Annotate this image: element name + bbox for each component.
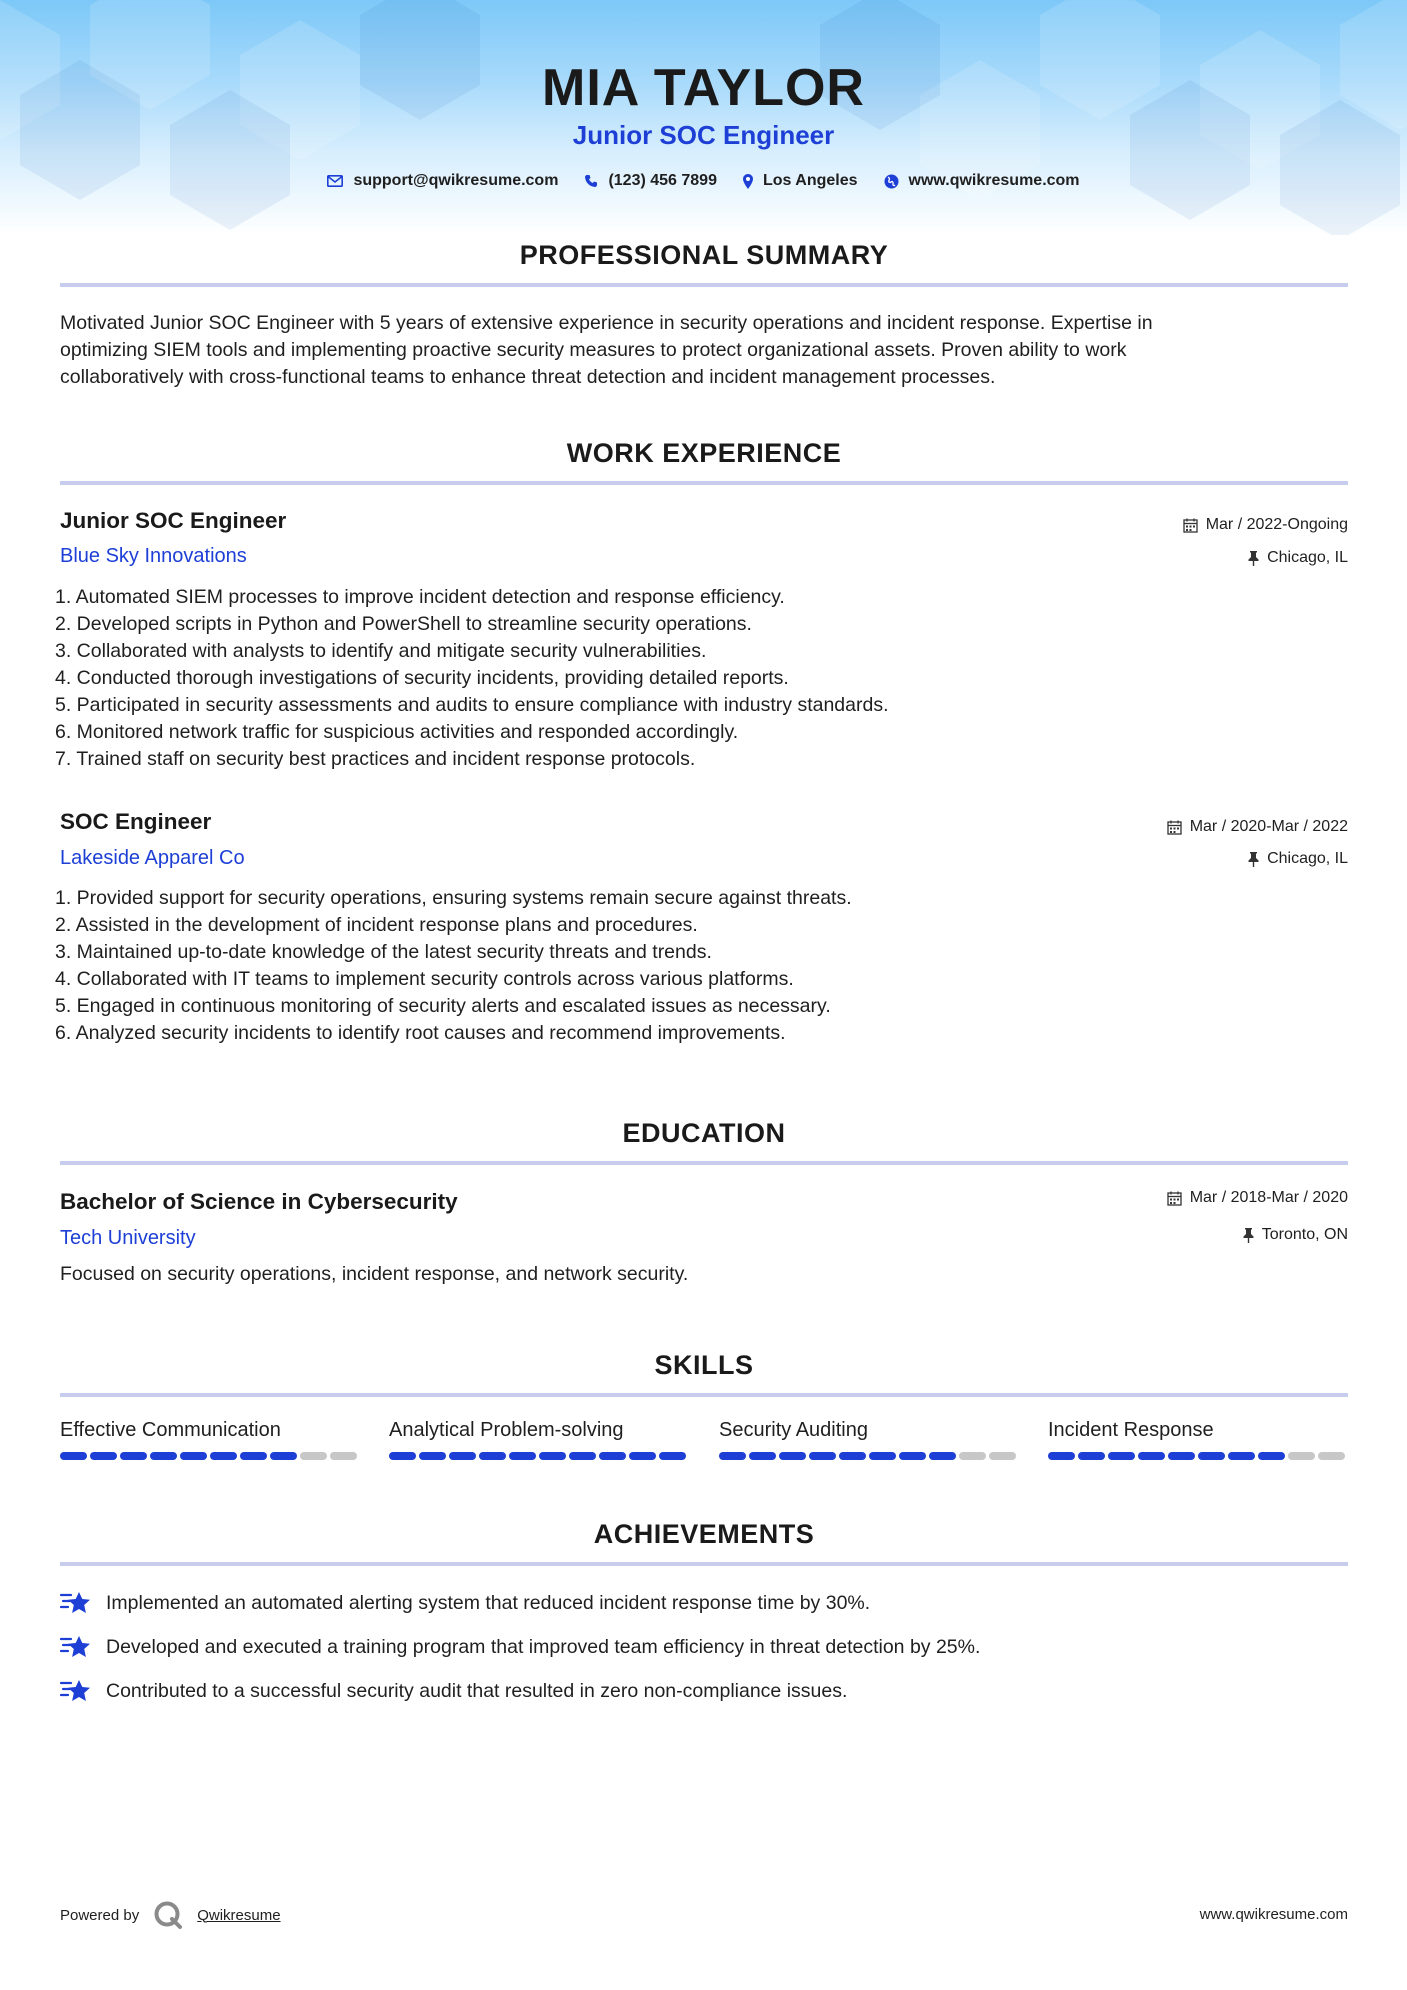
pushpin-icon — [1248, 551, 1259, 566]
job-dates-text: Mar / 2020-Mar / 2022 — [1189, 818, 1348, 835]
contact-website-text: www.qwikresume.com — [908, 172, 1080, 189]
skill-segment-filled — [749, 1452, 776, 1460]
skill-name: Effective Communication — [60, 1419, 281, 1441]
qwikresume-logo-icon — [153, 1900, 183, 1930]
section-rule — [60, 1393, 1348, 1397]
contact-website[interactable] — [884, 172, 1080, 190]
skill-level-bar — [60, 1452, 357, 1460]
job-company: Blue Sky Innovations — [60, 545, 247, 567]
job-bullets — [55, 885, 1355, 1047]
job-title: Junior SOC Engineer — [60, 508, 287, 533]
footer-powered-by — [60, 1900, 281, 1930]
envelope-icon — [327, 175, 343, 187]
job-dates-text: Mar / 2022-Ongoing — [1205, 516, 1348, 533]
skill-segment-filled — [1198, 1452, 1225, 1460]
skill-segment-filled — [839, 1452, 866, 1460]
list-item: 4. Collaborated with IT teams to implement security controls across various platforms. — [55, 968, 794, 990]
skill-name: Analytical Problem-solving — [389, 1419, 624, 1441]
list-item: 5. Engaged in continuous monitoring of security alerts and escalated issues as necessary. — [55, 995, 831, 1017]
job-company: Lakeside Apparel Co — [60, 847, 245, 869]
skill-segment-filled — [659, 1452, 686, 1460]
list-item: 6. Monitored network traffic for suspicious activities and responded accordingly. — [55, 721, 739, 743]
qwikresume-link[interactable]: Qwikresume — [197, 1906, 281, 1924]
job-bullets — [55, 584, 1355, 773]
candidate-name: MIA TAYLOR — [542, 59, 865, 117]
education-location — [1243, 1226, 1348, 1244]
calendar-icon — [1167, 1191, 1182, 1206]
job-location-text: Chicago, IL — [1267, 850, 1348, 867]
skill-segment-empty — [1288, 1452, 1315, 1460]
shooting-star-icon — [60, 1590, 92, 1616]
shooting-star-icon — [60, 1678, 92, 1704]
skill-segment-filled — [210, 1452, 237, 1460]
summary-line: collaboratively with cross-functional teams to enhance threat detection and incident management processes. — [60, 366, 996, 388]
skill-segment-empty — [300, 1452, 327, 1460]
skill-segment-filled — [1138, 1452, 1165, 1460]
education-degree: Bachelor of Science in Cybersecurity — [60, 1189, 458, 1214]
skill-segment-filled — [719, 1452, 746, 1460]
education-location-text: Toronto, ON — [1261, 1226, 1348, 1243]
contact-email-text: support@qwikresume.com — [353, 172, 559, 189]
contact-email[interactable] — [327, 172, 558, 190]
skill-segment-filled — [90, 1452, 117, 1460]
list-item: 2. Developed scripts in Python and PowerShell to streamline security operations. — [55, 613, 752, 635]
job-dates — [1183, 516, 1348, 534]
shooting-star-icon — [60, 1634, 92, 1660]
summary-line: Motivated Junior SOC Engineer with 5 years of extensive experience in security operations and incident response. Expertise in — [60, 312, 1153, 334]
skill-segment-filled — [449, 1452, 476, 1460]
job-dates — [1167, 818, 1348, 836]
skill-segment-filled — [599, 1452, 626, 1460]
section-title-summary: PROFESSIONAL SUMMARY — [519, 240, 889, 270]
skill-name: Incident Response — [1048, 1419, 1214, 1441]
education-dates-text: Mar / 2018-Mar / 2020 — [1189, 1189, 1348, 1206]
section-title-achievements: ACHIEVEMENTS — [593, 1519, 815, 1549]
skill-segment-filled — [1168, 1452, 1195, 1460]
skill-segment-filled — [120, 1452, 147, 1460]
skill-segment-filled — [389, 1452, 416, 1460]
list-item: 3. Collaborated with analysts to identify and mitigate security vulnerabilities. — [55, 640, 707, 662]
section-title-skills: SKILLS — [654, 1350, 754, 1380]
skill-segment-filled — [569, 1452, 596, 1460]
skill-segment-filled — [929, 1452, 956, 1460]
contact-location-text: Los Angeles — [762, 172, 858, 189]
list-item: 3. Maintained up-to-date knowledge of the latest security threats and trends. — [55, 941, 712, 963]
powered-by-label: Powered by — [60, 1906, 140, 1924]
pushpin-icon — [1248, 852, 1259, 867]
skill-segment-filled — [60, 1452, 87, 1460]
skill-segment-filled — [509, 1452, 536, 1460]
skill-segment-filled — [869, 1452, 896, 1460]
achievement-text: Developed and executed a training program that improved team efficiency in threat detection by 25%. — [106, 1635, 981, 1658]
section-rule — [60, 283, 1348, 287]
list-item: 2. Assisted in the development of incident response plans and procedures. — [55, 914, 698, 936]
skill-name: Security Auditing — [719, 1419, 868, 1441]
skill-level-bar — [1048, 1452, 1345, 1460]
skill-segment-filled — [539, 1452, 566, 1460]
job-location — [1248, 549, 1348, 567]
contact-location — [743, 172, 858, 190]
skill-segment-filled — [1228, 1452, 1255, 1460]
skill-item — [389, 1419, 689, 1442]
achievement-text: Contributed to a successful security audit that resulted in zero non-compliance issues. — [106, 1679, 848, 1702]
calendar-icon — [1167, 820, 1182, 835]
globe-icon — [884, 174, 899, 189]
section-rule — [60, 481, 1348, 485]
skill-segment-filled — [1258, 1452, 1285, 1460]
skill-item — [60, 1419, 360, 1442]
skill-segment-filled — [419, 1452, 446, 1460]
skill-segment-filled — [270, 1452, 297, 1460]
section-title-experience: WORK EXPERIENCE — [566, 438, 842, 468]
achievement-text: Implemented an automated alerting system that reduced incident response time by 30%. — [106, 1591, 871, 1614]
skill-segment-filled — [1048, 1452, 1075, 1460]
education-school: Tech University — [60, 1227, 196, 1249]
achievement-item — [60, 1678, 847, 1704]
summary-line: optimizing SIEM tools and implementing proactive security measures to protect organizational assets. Proven ability to work — [60, 339, 1127, 361]
skill-segment-filled — [779, 1452, 806, 1460]
skill-segment-empty — [1318, 1452, 1345, 1460]
skill-segment-empty — [959, 1452, 986, 1460]
skill-segment-filled — [899, 1452, 926, 1460]
map-pin-icon — [743, 174, 753, 189]
footer-website[interactable]: www.qwikresume.com — [1199, 1906, 1348, 1923]
education-dates — [1167, 1189, 1348, 1207]
skill-segment-filled — [180, 1452, 207, 1460]
summary-text — [60, 310, 1350, 391]
skill-segment-filled — [1078, 1452, 1105, 1460]
skill-item — [1048, 1419, 1348, 1442]
skill-segment-filled — [479, 1452, 506, 1460]
skill-item — [719, 1419, 1019, 1442]
phone-icon — [584, 174, 598, 188]
list-item: 7. Trained staff on security best practices and incident response protocols. — [55, 748, 696, 770]
section-rule — [60, 1562, 1348, 1566]
skill-segment-empty — [330, 1452, 357, 1460]
contact-bar — [0, 172, 1407, 190]
job-location-text: Chicago, IL — [1267, 549, 1348, 566]
contact-phone-text: (123) 456 7899 — [608, 172, 717, 189]
skill-segment-filled — [150, 1452, 177, 1460]
skill-level-bar — [719, 1452, 1016, 1460]
candidate-role: Junior SOC Engineer — [572, 120, 835, 150]
skill-segment-empty — [989, 1452, 1016, 1460]
job-location — [1248, 850, 1348, 868]
section-title-education: EDUCATION — [622, 1118, 786, 1148]
skill-segment-filled — [629, 1452, 656, 1460]
skill-segment-filled — [240, 1452, 267, 1460]
skill-level-bar — [389, 1452, 686, 1460]
achievement-item — [60, 1590, 870, 1616]
skill-segment-filled — [809, 1452, 836, 1460]
list-item: 1. Automated SIEM processes to improve incident detection and response efficiency. — [55, 586, 785, 608]
list-item: 1. Provided support for security operations, ensuring systems remain secure against threats. — [55, 887, 852, 909]
achievement-item — [60, 1634, 980, 1660]
contact-phone[interactable] — [584, 172, 717, 190]
section-rule — [60, 1161, 1348, 1165]
calendar-icon — [1183, 518, 1198, 533]
education-description: Focused on security operations, incident response, and network security. — [60, 1263, 689, 1285]
job-title: SOC Engineer — [60, 809, 212, 834]
list-item: 6. Analyzed security incidents to identify root causes and recommend improvements. — [55, 1022, 786, 1044]
pushpin-icon — [1243, 1228, 1254, 1243]
list-item: 5. Participated in security assessments and audits to ensure compliance with industry standards. — [55, 694, 889, 716]
list-item: 4. Conducted thorough investigations of security incidents, providing detailed reports. — [55, 667, 789, 689]
skill-segment-filled — [1108, 1452, 1135, 1460]
